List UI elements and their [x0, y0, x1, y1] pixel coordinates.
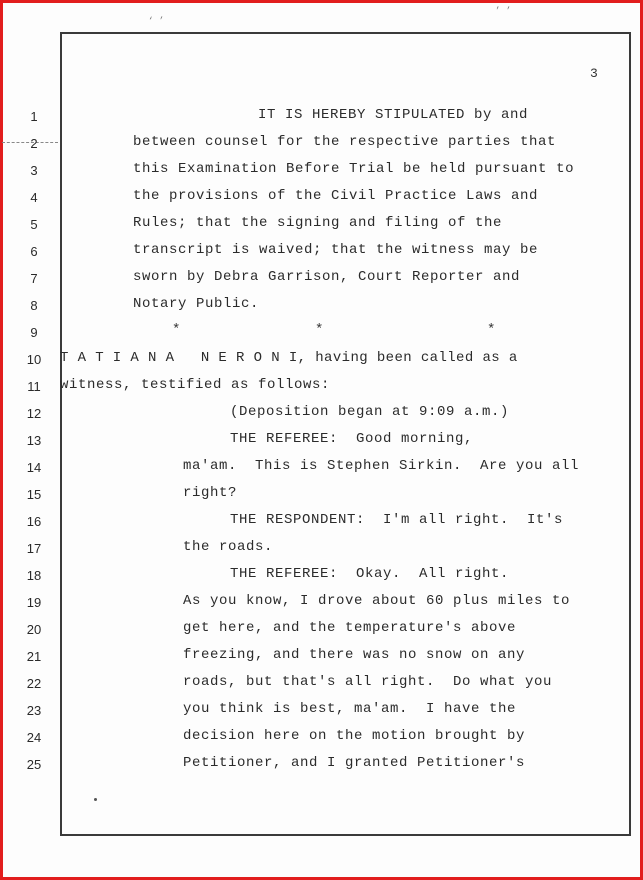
separator-star: *: [487, 322, 496, 338]
transcript-line: ma'am. This is Stephen Sirkin. Are you all: [183, 458, 580, 474]
line-number: 5: [30, 217, 38, 232]
transcript-line: T A T I A N A N E R O N I, having been called as a: [60, 350, 518, 366]
line-number: 17: [26, 541, 42, 556]
transcript-line: get here, and the temperature's above: [183, 620, 517, 636]
line-number: 15: [26, 487, 42, 502]
transcript-line: right?: [183, 485, 238, 501]
line-number: 22: [26, 676, 42, 691]
line-number: 1: [30, 109, 38, 124]
line-number: 21: [26, 649, 42, 664]
line-number: 12: [26, 406, 42, 421]
line-number: 18: [26, 568, 42, 583]
scan-artifact-dot: [94, 798, 97, 801]
line-number: 19: [26, 595, 42, 610]
line-number: 25: [26, 757, 42, 772]
transcript-line: IT IS HEREBY STIPULATED by and: [258, 107, 529, 123]
scan-artifact: ’ ’: [495, 6, 512, 16]
transcript-line: transcript is waived; that the witness may be: [133, 242, 539, 258]
transcript-line: you think is best, ma'am. I have the: [183, 701, 517, 717]
transcript-line: Rules; that the signing and filing of the: [133, 215, 503, 231]
transcript-line: Notary Public.: [133, 296, 260, 312]
line-number: 20: [26, 622, 42, 637]
line-number: 3: [30, 163, 38, 178]
transcript-line: freezing, and there was no snow on any: [183, 647, 526, 663]
transcript-line: Petitioner, and I granted Petitioner's: [183, 755, 526, 771]
transcript-line: As you know, I drove about 60 plus miles to: [183, 593, 571, 609]
line-number: 11: [27, 379, 41, 394]
transcript-line: this Examination Before Trial be held pursuant to: [133, 161, 575, 177]
line-number: 24: [26, 730, 42, 745]
transcript-line: (Deposition began at 9:09 a.m.): [230, 404, 510, 420]
line-number: 6: [30, 244, 38, 259]
transcript-line: the provisions of the Civil Practice Laws and: [133, 188, 539, 204]
transcript-line: THE REFEREE: Good morning,: [230, 431, 474, 447]
separator-star: *: [315, 322, 324, 338]
transcript-line: roads, but that's all right. Do what you: [183, 674, 553, 690]
transcript-line: decision here on the motion brought by: [183, 728, 526, 744]
transcript-line: sworn by Debra Garrison, Court Reporter and: [133, 269, 521, 285]
line-number: 9: [30, 325, 38, 340]
line-number: 14: [26, 460, 42, 475]
line-number: 7: [30, 271, 38, 286]
page-number: 3: [590, 66, 598, 81]
line-number: 10: [26, 352, 42, 367]
transcript-line: THE RESPONDENT: I'm all right. It's: [230, 512, 564, 528]
transcript-line: witness, testified as follows:: [60, 377, 331, 393]
line-number: 16: [26, 514, 42, 529]
line-number: 4: [30, 190, 38, 205]
line-number: 23: [26, 703, 42, 718]
line-number: 8: [30, 298, 38, 313]
transcript-line: the roads.: [183, 539, 274, 555]
line-number: 13: [26, 433, 42, 448]
scan-artifact: ‘ ’: [148, 16, 165, 26]
separator-star: *: [172, 322, 181, 338]
transcript-line: between counsel for the respective parties that: [133, 134, 557, 150]
line-number: 2: [30, 136, 38, 151]
transcript-line: THE REFEREE: Okay. All right.: [230, 566, 510, 582]
